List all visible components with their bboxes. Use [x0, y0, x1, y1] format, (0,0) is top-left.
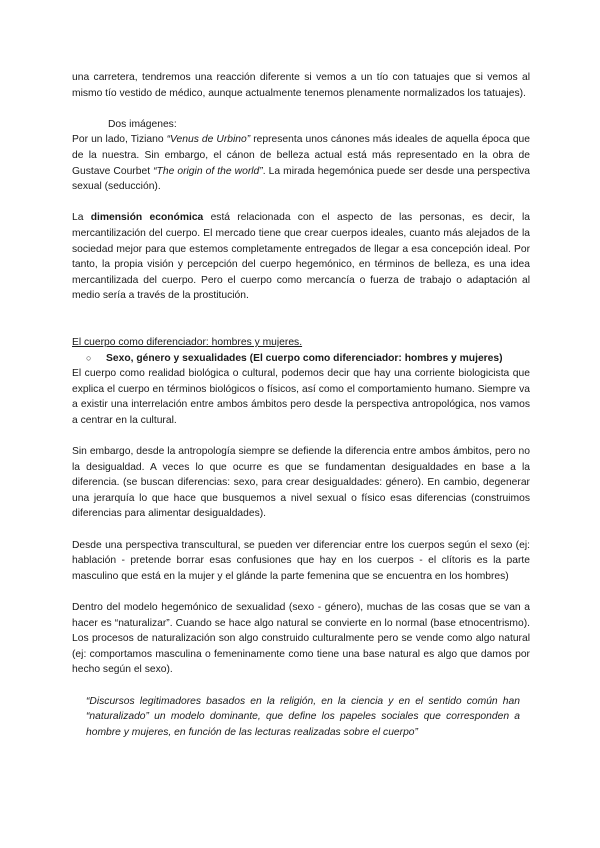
section-heading: El cuerpo como diferenciador: hombres y mujeres. [72, 336, 303, 348]
artwork-title-origin: “The origin of the world” [153, 165, 263, 177]
paragraph-biological: El cuerpo como realidad biológica o cultural, podemos decir que hay una corriente biologicista que explica el cuerpo en términos biológicos o físicos, así como el comportamiento humano. Siempre va a existir una interrelación entre ambos ámbitos pero desde la perspectiva antropológica, nos vamos a centrar en la cultural. [72, 368, 530, 426]
bullet-text: Sexo, género y sexualidades (El cuerpo como diferenciador: hombres y mujeres) [106, 352, 503, 364]
paragraph-intro: una carretera, tendremos una reacción diferente si vemos a un tío con tatuajes que si vemos al mismo tío vestido de médico, aunque actualmente tenemos plenamente normalizados los tatuajes). [72, 72, 530, 99]
paragraph-economic: La dimensión económica está relacionada con el aspecto de las personas, es decir, la mercantilización del cuerpo. El mercado tiene que crear cuerpos ideales, cuanto más alejados de la sociedad mejor para que estemos completamente entregados de llegar a esa concepción ideal. Por tanto, la propia visión y percepción del cuerpo hegemónico, en términos de belleza, es una idea mercantilizada del cuerpo. Pero el cuerpo como mercancía o fuerza de trabajo o adaptación al medio sería a través de la prostitución. [72, 212, 530, 302]
artwork-title-venus: “Venus de Urbino” [166, 134, 251, 146]
circle-bullet-icon: ○ [86, 352, 92, 363]
paragraph-difference: Sin embargo, desde la antropología siempre se defiende la diferencia entre ambos ámbitos, pero no la desigualdad. A veces lo que ocurre es que se fundamentan desigualdades en base a la diferencia. (se buscan diferencias: sexo, para crear desigualdades: género). En cambio, degenerar una jerarquía lo que hace que busquemos a nivel sexual o físico esas diferencias (construimos diferencias para alimentar desigualdades). [72, 446, 530, 520]
paragraph-hegemonic-model: Dentro del modelo hegemónico de sexualidad (sexo - género), muchas de las cosas que se van a hacer es “naturalizar”. Cuando se hace algo natural se convierte en lo normal (base etnocentrismo). Los procesos de naturalización son algo construido culturalmente pero se vende como algo natural (ej: comportamos masculina o femeninamente como tiene una base natural es algo que damos por hecho según el sexo). [72, 602, 530, 676]
document-body [72, 70, 530, 740]
paragraph-two-images: Por un lado, Tiziano “Venus de Urbino” representa unos cánones más ideales de aquella época que de la nuestra. Sin embargo, el cánon de belleza actual está más representado en la obra de Gustave Courbet “The origin of the world”. La mirada hegemónica puede ser desde una perspectiva sexual (seducción). [72, 134, 530, 193]
quote: “Discursos legitimadores basados en la religión, en la ciencia y en el sentido común han “naturalizado” un modelo dominante, que define los papeles sociales que corresponden a hombre y mujeres, en función de las lecturas realizadas sobre el cuerpo” [86, 695, 520, 738]
paragraph-transcultural: Desde una perspectiva transcultural, se pueden ver diferenciar entre los cuerpos según el sexo (ej: hablación - pretende borrar esas confusiones que hay en los cuerpos - el clítoris es la parte masculino que está en la mujer y el glánde la parte femenina que se encuentra en los hombres) [72, 539, 530, 582]
bullet-item [72, 351, 530, 367]
two-images-label: Dos imágenes: [108, 118, 177, 130]
economic-dimension-term: dimensión económica [90, 212, 204, 224]
